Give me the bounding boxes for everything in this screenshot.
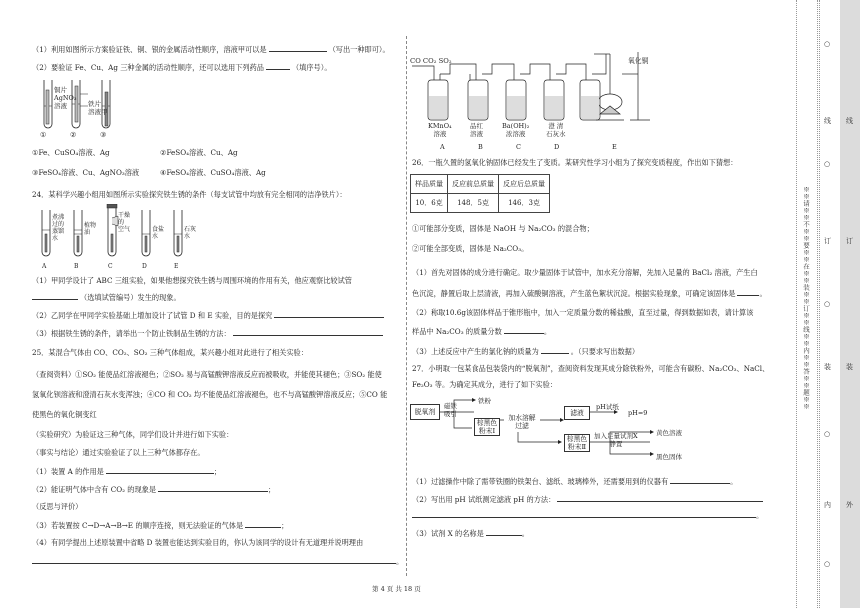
q25-info-line3: 使黑色的氧化铜变红 — [32, 410, 97, 419]
column-divider — [406, 36, 407, 576]
binding-circle: ○ — [824, 560, 831, 568]
q27-part1: （1）过滤操作中除了需带铁圈的铁架台、滤纸、玻璃棒外，还需要用到的仪器有 。 — [412, 477, 738, 486]
binding-outer-ding: 订 — [846, 237, 853, 245]
binding-margin-line — [819, 0, 821, 608]
fig25-label-b: 品红 溶液 — [470, 122, 483, 138]
binding-label-zhuang: 装 — [824, 363, 831, 371]
q24-part1-tail: （选填试管编号）发生的现象。 — [80, 293, 181, 302]
table-header: 反应前总质量 — [448, 175, 499, 194]
answer-blank[interactable] — [670, 476, 730, 484]
q26-guess-2: ②可能全部变质，固体是 Na₂CO₃。 — [412, 244, 529, 253]
fig23-test-tubes — [36, 76, 136, 144]
fig24-label-c: 干燥 的 空气 — [118, 212, 131, 233]
page-number: 第 4 页 共 18 页 — [372, 585, 421, 593]
binding-circle: ○ — [824, 160, 831, 168]
q26-part3-text: （3）上述反应中产生的氯化钠的质量为 — [412, 347, 539, 356]
answer-blank[interactable] — [412, 510, 756, 518]
answer-blank[interactable] — [32, 292, 78, 300]
fig24-label-a: 煮沸 过的 蒸馏 水 — [52, 214, 65, 242]
table-header-row — [411, 175, 550, 194]
fig24-letter-e: E — [174, 263, 179, 270]
fig24-letter-b: B — [74, 263, 79, 270]
flow-iron-powder: 铁粉 — [478, 397, 491, 405]
fig25-label-d: 澄 清 石灰水 — [546, 122, 566, 138]
q25-intro: 25．某混合气体由 CO、CO₂、SO₂ 三种气体组成，某兴趣小组对此进行了相关实验： — [32, 348, 308, 357]
fig25-letter-a: A — [440, 143, 445, 151]
q27-part1-text: （1）过滤操作中除了需带铁圈的铁架台、滤纸、玻璃棒外，还需要用到的仪器有 — [412, 477, 669, 486]
fig23-iron-label: 铁片 溶液甲 — [88, 100, 108, 116]
q25-fact: （事实与结论）通过实验验证了以上三种气体都存在。 — [32, 448, 205, 457]
q24-part3 — [32, 328, 383, 339]
q26-part2-line1: （2）称取10.6g该固体样品于锥形瓶中，加入一定质量分数的稀盐酸，直至过量，得到数据如表，请计算该 — [412, 308, 754, 317]
answer-blank[interactable] — [274, 310, 384, 318]
flow-ph-result: pH=9 — [628, 409, 648, 417]
flow-dissolve-label: 加水溶解 过滤 — [504, 414, 540, 432]
q24-intro: 24．某科学兴趣小组用如图所示实验探究铁生锈的条件（每支试管中均放有完全相同的洁净铁片）： — [32, 190, 347, 199]
q26-data-table — [410, 174, 550, 213]
q24-part2 — [32, 310, 384, 321]
flow-deoxidizer-box: 脱氧剂 — [410, 404, 440, 420]
q26-intro: 26．一瓶久置的氢氧化钠固体已经发生了变质。某研究性学习小组为了探究变质程度，作出如下猜想： — [412, 158, 738, 167]
binding-label-ding: 订 — [824, 237, 831, 245]
fig24-label-e: 石灰 水 — [184, 226, 197, 240]
q24-part1-line1: （1）甲同学设计了 ABC 三组实验，如果他想探究铁生锈与周围环境的作用有关，他应观察比较试管 — [32, 276, 352, 285]
fig25-letter-d: D — [554, 143, 560, 151]
table-row — [411, 194, 550, 213]
q23-part2 — [32, 62, 332, 73]
binding-circle: ○ — [824, 300, 831, 308]
binding-margin — [796, 0, 860, 608]
q26-part3-tail: 。（只要求写出数据） — [570, 347, 640, 356]
table-cell: 10．6克 — [411, 194, 448, 213]
binding-circle: ○ — [824, 430, 831, 438]
binding-outer-wai: 外 — [846, 501, 853, 509]
flow-ph-paper: pH试纸 — [596, 403, 619, 411]
q24-part3-text: （3）根据铁生锈的条件，请举出一个防止铁制品生锈的方法： — [32, 329, 231, 338]
flow-magnet-label: 磁铁 吸引 — [444, 402, 457, 418]
q27-part2-cont: 。 — [412, 510, 763, 521]
fig25-label-c: Ba(OH)₂ 浓溶液 — [502, 122, 530, 138]
flow-yellow-solution: 黄色溶液 — [656, 429, 682, 437]
fig23-num-3: ③ — [100, 130, 107, 139]
q25-part1: （1）装置 A 的作用是 ； — [32, 467, 222, 476]
q26-part1-line1: （1）首先对固体的成分进行确定。取少量固体于试管中，加水充分溶解，先加入足量的 BaCl₂ 溶液，产生白 — [412, 268, 758, 277]
binding-strip — [840, 0, 860, 608]
answer-blank[interactable] — [233, 328, 383, 336]
option-3: ③FeSO₄溶液、Cu、AgNO₃溶液 — [32, 168, 140, 177]
q23-part2-text: （2）要验证 Fe、Cu、Ag 三种金属的活动性顺序，还可以选用下列药品 — [32, 63, 264, 72]
table-cell: 146．3克 — [499, 194, 550, 213]
binding-outer-xian: 线 — [846, 117, 853, 125]
q24-part2-text: （2）乙同学在甲同学实验基础上增加设计了试管 D 和 E 实验，目的是探究 — [32, 311, 273, 320]
answer-blank[interactable] — [32, 556, 396, 564]
answer-blank[interactable] — [557, 494, 763, 502]
answer-blank[interactable] — [269, 44, 327, 52]
fig24-letter-c: C — [108, 263, 113, 270]
q26-part3 — [412, 346, 639, 357]
q27-intro-line2: Fe₂O₃ 等。为确定其成分，进行了如下实验： — [412, 380, 557, 389]
q27-part3: （3）试剂 X 的名称是 。 — [412, 529, 529, 538]
q26-part2-text: 样品中 Na₂CO₃ 的质量分数 — [412, 327, 502, 336]
q25-info-line2: 氢氧化钡溶液和澄清石灰水变浑浊；④CO 和 CO₂ 均不能使品红溶液褪色，也不与高锰酸钾溶液反应；⑤CO 能 — [32, 390, 388, 399]
fig24-letter-d: D — [142, 263, 147, 270]
fig24-label-d: 食盐 水 — [152, 226, 165, 240]
flow-filtrate-box: 滤液 — [564, 406, 590, 420]
fig25-letter-c: C — [516, 143, 521, 151]
option-1: ①Fe、CuSO₄溶液、Ag — [32, 148, 110, 157]
q25-part1-text: （1）装置 A 的作用是 — [32, 467, 104, 476]
q23-part1-text: （1）利用如图所示方案验证铁、铜、银的金属活动性顺序，溶液甲可以是 — [32, 45, 267, 54]
binding-label-xian: 线 — [824, 117, 831, 125]
binding-warning-text: ※※请※※不※※要※※在※※装※※订※※线※※内※※答※※题※※ — [802, 186, 810, 410]
fig24-letter-a: A — [42, 263, 47, 270]
q26-part1-text: 色沉淀，静置后取上层清液，再加入硫酸铜溶液，产生蓝色絮状沉淀。根据实验现象，可确定该固体是 — [412, 289, 736, 298]
answer-blank[interactable] — [541, 346, 569, 354]
q23-part1 — [32, 44, 390, 55]
fig25-label-a: KMnO₄ 溶液 — [428, 122, 452, 138]
q27-part2-text: （2）写出用 pH 试纸测定滤液 pH 的方法： — [412, 495, 556, 504]
q26-guess-1: ①可能部分变质，固体是 NaOH 与 Na₂CO₃ 的混合物； — [412, 224, 594, 233]
flow-powder2-box: 棕黑色 粉末Ⅱ — [564, 434, 590, 452]
binding-label-nei: 内 — [824, 501, 831, 509]
q27-intro-line1: 27．小明取一包某食品包装袋内的“脱氧剂”，查阅资料发现其成分除铁粉外，可能含有碳粉、Na₂CO₃、NaCl、 — [412, 364, 770, 373]
fig25-letter-e: E — [612, 143, 617, 151]
answer-blank[interactable] — [737, 288, 759, 296]
q25-part2-text: （2）能证明气体中含有 CO₂ 的现象是 — [32, 485, 157, 494]
q25-part3-text: （3）若装置按 C→D→A→B→E 的顺序连接，则无法验证的气体是 — [32, 521, 244, 530]
table-header: 反应后总质量 — [499, 175, 550, 194]
fig25-gas-label: CO CO₂ SO₂ — [410, 57, 452, 65]
flow-reagent-label: 加入足量试剂X 静置 — [594, 432, 638, 448]
q25-info-line1: （查阅资料）①SO₂ 能使品红溶液褪色；②SO₂ 易与高锰酸钾溶液反应而被吸收，并能使其褪色；③SO₂ 能使 — [32, 370, 382, 379]
q25-study: （实验研究）为验证这三种气体，同学们设计并进行如下实验： — [32, 430, 234, 439]
table-header: 样品质量 — [411, 175, 448, 194]
fig23-num-1: ① — [40, 130, 47, 139]
fig24-label-b: 植物 油 — [84, 222, 97, 236]
q25-part4: （4）有同学提出上述原装置中省略 D 装置也能达到实验目的，你认为该同学的设计有无道理并说明理由 — [32, 538, 364, 547]
q26-part2-line2: 样品中 Na₂CO₃ 的质量分数 。 — [412, 327, 552, 336]
option-2: ②FeSO₄溶液、Cu、Ag — [160, 148, 238, 157]
binding-circle: ○ — [824, 40, 831, 48]
q23-part2-tail: （填序号）。 — [291, 63, 332, 72]
q25-part4-answer: 。 — [32, 556, 403, 567]
q24-part1-line2 — [32, 292, 181, 303]
q23-part1-tail: （写出一种即可）。 — [328, 45, 390, 54]
fig23-num-2: ② — [70, 130, 77, 139]
flow-powder1-box: 棕黑色 粉末Ⅰ — [474, 418, 500, 436]
q26-part1-line2: 色沉淀，静置后取上层清液，再加入硫酸铜溶液，产生蓝色絮状沉淀。根据实验现象，可确定该固体是 。 — [412, 289, 767, 298]
flow-black-solid: 黑色固体 — [656, 453, 682, 461]
binding-outer-zhuang: 装 — [846, 363, 853, 371]
answer-blank[interactable] — [486, 528, 522, 536]
q27-part2 — [412, 494, 763, 505]
q25-part3: （3）若装置按 C→D→A→B→E 的顺序连接，则无法验证的气体是 ； — [32, 521, 289, 530]
answer-blank[interactable] — [158, 484, 268, 492]
table-cell: 148．5克 — [448, 194, 499, 213]
fig23-copper-label: 铜片 AgNO₃ 溶液 — [54, 86, 77, 110]
answer-blank[interactable] — [106, 466, 214, 474]
answer-blank[interactable] — [504, 326, 544, 334]
q25-reflect: （反思与评价） — [32, 502, 83, 511]
fig25-cuo-label: 氧化铜 — [628, 57, 649, 65]
answer-blank[interactable] — [266, 62, 290, 70]
fig25-letter-b: B — [478, 143, 483, 151]
q27-part3-text: （3）试剂 X 的名称是 — [412, 529, 484, 538]
q25-part2: （2）能证明气体中含有 CO₂ 的现象是 ； — [32, 485, 276, 494]
answer-blank[interactable] — [245, 520, 281, 528]
option-4: ④FeSO₄溶液、CuSO₄溶液、Ag — [160, 168, 266, 177]
